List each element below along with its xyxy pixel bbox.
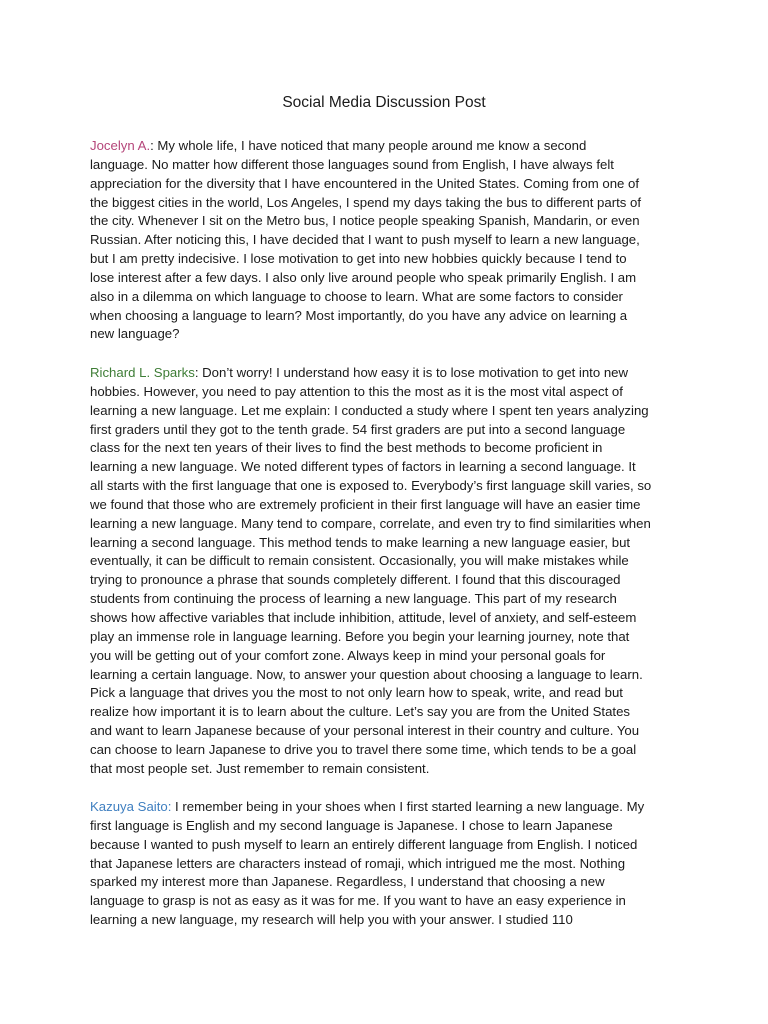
post-line: realize how important it is to learn about the culture. Let’s say you are from the United States xyxy=(90,704,630,720)
post-line: Russian. After noticing this, I have decided that I want to push myself to learn a new language, xyxy=(90,232,640,248)
post-line: new language? xyxy=(90,326,180,342)
post-line: and want to learn Japanese because of your personal interest in their country and culture. You xyxy=(90,723,640,739)
post-richard xyxy=(90,364,680,779)
post-line: class for the next ten years of their lives to find the best methods to become proficient in xyxy=(90,440,603,456)
post-line: but I am pretty indecisive. I lose motivation to get into new hobbies quickly because I tend to xyxy=(90,251,627,267)
post-line: learning a second language. This method tends to make learning a new language easier, but xyxy=(90,534,631,550)
post-line: that Japanese letters are characters instead of romaji, which intrigued me the most. Nothing xyxy=(90,855,626,871)
post-line: trying to pronounce a phrase that sounds completely different. I found that this discouraged xyxy=(90,572,621,588)
post-line: play an immense role in language learning. Before you begin your learning journey, note that xyxy=(90,628,630,644)
post-line: learning a new language. Many tend to compare, correlate, and even try to find similarities when xyxy=(90,515,651,531)
post-line: you will be getting out of your comfort zone. Always keep in mind your personal goals for xyxy=(90,647,606,663)
post-line: language. No matter how different those languages sound from English, I have always felt xyxy=(90,156,614,172)
post-line: sparked my interest more than Japanese. Regardless, I understand that choosing a new xyxy=(90,874,605,890)
post-jocelyn xyxy=(90,137,680,344)
post-line: all starts with the first language that one is exposed to. Everybody’s first language skill varies, so xyxy=(90,478,652,494)
post-line: when choosing a language to learn? Most importantly, do you have any advice on learning a xyxy=(90,307,628,323)
post-line: can choose to learn Japanese to drive you to travel there some time, which tends to be a goal xyxy=(90,741,637,757)
post-line: the biggest cities in the world, Los Angeles, I spend my days taking the bus to different parts of xyxy=(90,194,642,210)
post-line: students from continuing the process of learning a new language. This part of my research xyxy=(90,591,617,607)
post-line: because I wanted to push myself to learn an entirely different language from English. I noticed xyxy=(90,836,638,852)
post-text: : My whole life, I have noticed that many people around me know a second xyxy=(150,138,587,153)
post-line: the city. Whenever I sit on the Metro bus, I notice people speaking Spanish, Mandarin, or even xyxy=(90,213,640,229)
post-line: learning a new language. Let me explain: I conducted a study where I spent ten years analyzing xyxy=(90,402,649,418)
author-name-richard: Richard L. Sparks xyxy=(90,365,195,380)
post-line: shows how affective variables that include inhibition, attitude, level of anxiety, and self-esteem xyxy=(90,609,637,625)
post-line: eventually, it can be difficult to remain consistent. Occasionally, you will make mistakes while xyxy=(90,553,629,569)
post-first-line xyxy=(90,798,680,817)
author-name-jocelyn: Jocelyn A. xyxy=(90,138,151,153)
post-kazuya xyxy=(90,798,680,930)
document-title: Social Media Discussion Post xyxy=(282,94,486,111)
post-line: learning a new language, my research will help you with your answer. I studied 110 xyxy=(90,912,573,928)
post-line: first graders until they got to the tenth grade. 54 first graders are put into a second language xyxy=(90,421,626,437)
post-first-line xyxy=(90,364,680,383)
post-line: learning a new language. We noted different types of factors in learning a second language. It xyxy=(90,459,636,475)
post-line: Pick a language that drives you the most to not only learn how to speak, write, and read but xyxy=(90,685,623,701)
post-line: lose interest after a few days. I also only live around people who speak primarily English. I am xyxy=(90,269,637,285)
post-line: also in a dilemma on which language to choose to learn. What are some factors to consider xyxy=(90,288,623,304)
post-line: we found that those who are extremely proficient in their first language will have an easier time xyxy=(90,496,641,512)
post-line: hobbies. However, you need to pay attention to this the most as it is the most vital aspect of xyxy=(90,383,623,399)
post-text: : Don’t worry! I understand how easy it is to lose motivation to get into new xyxy=(194,365,629,380)
post-text: I remember being in your shoes when I first started learning a new language. My xyxy=(171,799,645,814)
post-line: language to grasp is not as easy as it was for me. If you want to have an easy experience in xyxy=(90,893,626,909)
post-first-line xyxy=(90,137,680,156)
author-name-kazuya: Kazuya Saito: xyxy=(90,799,172,814)
post-line: learning a certain language. Now, to answer your question about choosing a language to learn. xyxy=(90,666,643,682)
post-line: first language is English and my second language is Japanese. I chose to learn Japanese xyxy=(90,817,613,833)
post-line: appreciation for the diversity that I have encountered in the United States. Coming from one of xyxy=(90,175,640,191)
post-line: that most people set. Just remember to remain consistent. xyxy=(90,760,430,776)
